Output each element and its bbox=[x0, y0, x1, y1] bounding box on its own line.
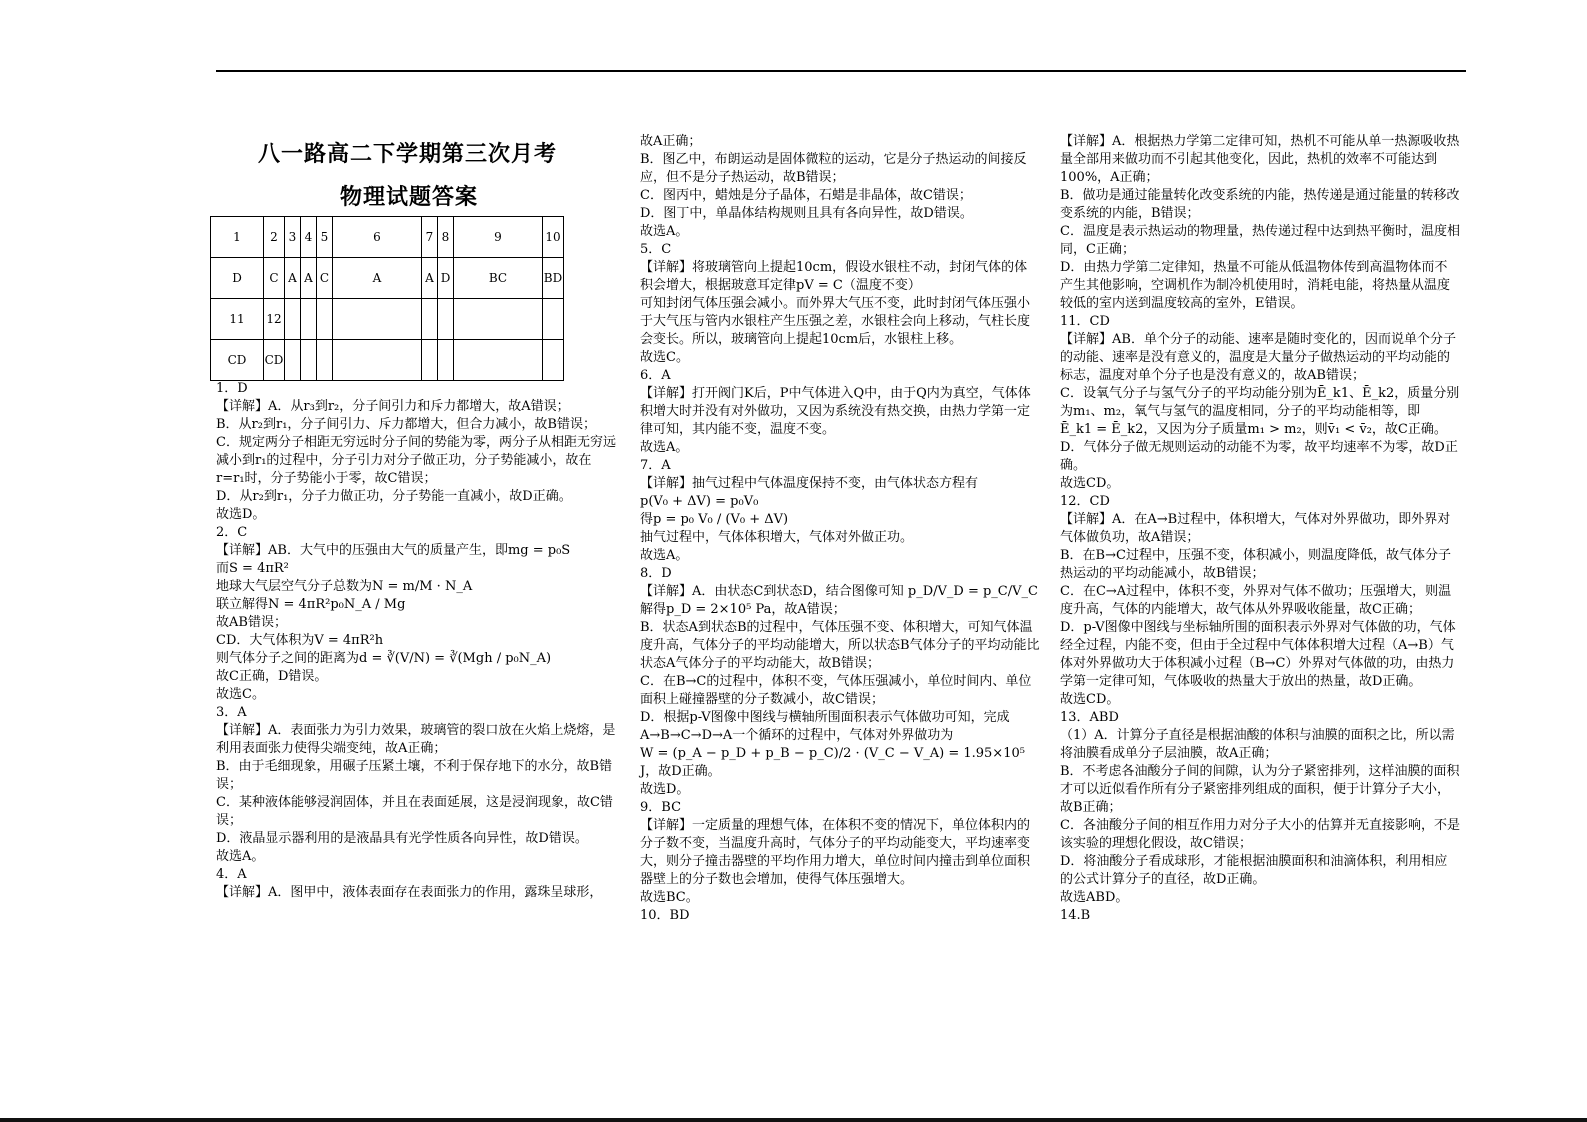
answer-paragraph: 8．D bbox=[640, 566, 672, 581]
answer-paragraph: 10．BD bbox=[640, 908, 690, 923]
answer-paragraph: 故C正确，D错误。 bbox=[216, 669, 328, 684]
answer-paragraph: 【详解】打开阀门K后，P中气体进入Q中，由于Q内为真空，气体体积增大时并没有对外做功，又因为系统没有热交换，由热力学第一定律可知，其内能不变，温度不变。 bbox=[640, 386, 1031, 437]
answer-paragraph: C．在C→A过程中，体积不变，外界对气体不做功；压强增大，则温度升高，气体的内能增大，故气体从外界吸收能量，故C正确； bbox=[1060, 584, 1452, 617]
answer-paragraph: 故A正确； bbox=[640, 134, 702, 149]
table-cell: D bbox=[438, 258, 454, 299]
footer-rule bbox=[0, 1118, 1587, 1122]
answer-paragraph: 故选ABD。 bbox=[1060, 890, 1129, 905]
table-cell: 12 bbox=[264, 299, 285, 340]
answer-paragraph: 故选CD。 bbox=[1060, 692, 1120, 707]
table-cell bbox=[438, 340, 454, 381]
table-cell bbox=[285, 340, 301, 381]
answer-paragraph: 联立解得N = 4πR²p₀N_A / Mg bbox=[216, 597, 406, 612]
answer-paragraph: C．图丙中，蜡烛是分子晶体，石蜡是非晶体，故C错误； bbox=[640, 188, 972, 203]
table-cell bbox=[317, 299, 333, 340]
answer-paragraph: 12．CD bbox=[1060, 494, 1110, 509]
answer-paragraph: 【详解】A．表面张力为引力效果，玻璃管的裂口放在火焰上烧熔，是利用表面张力使得尖端变纯，故A正确； bbox=[216, 723, 616, 756]
answer-paragraph: 可知封闭气体压强会减小。而外界大气压不变，此时封闭气体压强小于大气压与管内水银柱产生压强之差，水银柱会向上移动，气柱长度会变长。所以，玻璃管向上提起10cm后，水银柱上移。 bbox=[640, 296, 1031, 347]
table-cell bbox=[543, 299, 564, 340]
answer-paragraph: 2．C bbox=[216, 525, 248, 540]
answer-paragraph: 【详解】抽气过程中气体温度保持不变，由气体状态方程有 bbox=[640, 476, 979, 491]
table-cell bbox=[438, 299, 454, 340]
answer-paragraph: D．由热力学第二定律知，热量不可能从低温物体传到高温物体而不产生其他影响，空调机作为制冷机使用时，消耗电能，将热量从温度较低的室内送到温度较高的室外，E错误。 bbox=[1060, 260, 1451, 311]
answer-paragraph: 抽气过程中，气体体积增大，气体对外做正功。 bbox=[640, 530, 914, 545]
answer-paragraph: 3．A bbox=[216, 705, 247, 720]
table-cell: CD bbox=[211, 340, 264, 381]
answer-paragraph: B．状态A到状态B的过程中，气体压强不变、体积增大，可知气体温度升高，气体分子的平均动能增大，所以状态B气体分子的平均动能比状态A气体分子的平均动能大，故B错误； bbox=[640, 620, 1040, 671]
table-cell: 9 bbox=[454, 217, 543, 258]
table-cell: 1 bbox=[211, 217, 264, 258]
table-cell bbox=[301, 299, 317, 340]
answer-paragraph: 【详解】AB．大气中的压强由大气的质量产生，即mg = p₀S bbox=[216, 543, 571, 558]
table-cell bbox=[317, 340, 333, 381]
answer-paragraph: 故选CD。 bbox=[1060, 476, 1120, 491]
answer-paragraph: 解得p_D = 2×10⁵ Pa，故A错误； bbox=[640, 602, 846, 617]
answer-paragraph: D．将油酸分子看成球形，才能根据油膜面积和油滴体积，利用相应的公式计算分子的直径，故D正确。 bbox=[1060, 854, 1448, 887]
answer-paragraph: （1）A．计算分子直径是根据油酸的体积与油膜的面积之比，所以需将油膜看成单分子层油膜，故A正确； bbox=[1060, 728, 1455, 761]
table-cell: 11 bbox=[211, 299, 264, 340]
answer-paragraph: 故AB错误； bbox=[216, 615, 287, 630]
answer-column-3 bbox=[1060, 133, 1460, 925]
answer-paragraph: 【详解】A．图甲中，液体表面存在表面张力的作用，露珠呈球形， bbox=[216, 885, 603, 900]
table-cell: A bbox=[422, 258, 438, 299]
answer-table bbox=[210, 216, 564, 381]
answer-paragraph: D．根据p-V图像中图线与横轴所围面积表示气体做功可知，完成A→B→C→D→A一个循环的过程中，气体对外界做功为 bbox=[640, 710, 1010, 743]
table-cell: CD bbox=[264, 340, 285, 381]
table-cell: 4 bbox=[301, 217, 317, 258]
table-cell bbox=[285, 299, 301, 340]
answer-paragraph: 地球大气层空气分子总数为N = m/M · N_A bbox=[216, 579, 473, 594]
table-cell: A bbox=[285, 258, 301, 299]
answer-paragraph: B．在B→C过程中，压强不变，体积减小，则温度降低，故气体分子热运动的平均动能减小，故B错误； bbox=[1060, 548, 1451, 581]
table-cell bbox=[454, 340, 543, 381]
answer-paragraph: 而S = 4πR² bbox=[216, 561, 289, 576]
answer-paragraph: D．图丁中，单晶体结构规则且具有各向异性，故D错误。 bbox=[640, 206, 973, 221]
answer-paragraph: 故选A。 bbox=[216, 849, 265, 864]
page-title: 八一路高二下学期第三次月考 bbox=[258, 141, 558, 167]
answer-paragraph: C．各油酸分子间的相互作用力对分子大小的估算并无直接影响，不是该实验的理想化假设，故C错误； bbox=[1060, 818, 1460, 851]
answer-paragraph: 6．A bbox=[640, 368, 671, 383]
answer-paragraph: C．某种液体能够浸润固体，并且在表面延展，这是浸润现象，故C错误； bbox=[216, 795, 613, 828]
answer-paragraph: 故选C。 bbox=[216, 687, 265, 702]
answer-paragraph: 14.B bbox=[1060, 908, 1091, 923]
page-subtitle: 物理试题答案 bbox=[340, 184, 479, 210]
answer-paragraph: C．在B→C的过程中，体积不变，气体压强减小，单位时间内、单位面积上碰撞器壁的分子数减小，故C错误； bbox=[640, 674, 1032, 707]
answer-paragraph: 则气体分子之间的距离为d = ∛(V/N) = ∛(Mgh / p₀N_A) bbox=[216, 651, 552, 666]
answer-paragraph: 9．BC bbox=[640, 800, 682, 815]
answer-paragraph: 4．A bbox=[216, 867, 247, 882]
answer-paragraph: C．规定两分子相距无穷远时分子间的势能为零，两分子从相距无穷远减小到r₁的过程中，分子引力对分子做正功，分子势能减小，故在r=r₁时，分子势能小于零，故C错误； bbox=[216, 435, 616, 486]
answer-paragraph: D．液晶显示器利用的是液晶具有光学性质各向异性，故D错误。 bbox=[216, 831, 588, 846]
answer-paragraph: 得p = p₀ V₀ / (V₀ + ΔV) bbox=[640, 512, 789, 527]
answer-paragraph: 11．CD bbox=[1060, 314, 1110, 329]
answer-paragraph: 【详解】AB．单个分子的动能、速率是随时变化的，因而说单个分子的动能、速率是没有意义的，温度是大量分子做热运动的平均动能的标志，温度对单个分子也是没有意义的，故AB错误； bbox=[1060, 332, 1456, 383]
table-cell: BD bbox=[543, 258, 564, 299]
answer-paragraph: B．图乙中，布朗运动是固体微粒的运动，它是分子热运动的间接反应，但不是分子热运动，故B错误； bbox=[640, 152, 1027, 185]
answer-paragraph: 故选BC。 bbox=[640, 890, 699, 905]
table-cell bbox=[333, 299, 422, 340]
answer-paragraph: 1．D bbox=[216, 381, 248, 396]
answer-paragraph: 故选C。 bbox=[640, 350, 689, 365]
answer-paragraph: C．设氧气分子与氢气分子的平均动能分别为Ē_k1、Ē_k2，质量分别为m₁、m₂，氧气与氢气的温度相同，分子的平均动能相等，即 bbox=[1060, 386, 1460, 419]
table-cell: A bbox=[333, 258, 422, 299]
table-cell: 3 bbox=[285, 217, 301, 258]
answer-paragraph: W = (p_A − p_D + p_B − p_C)/2 · (V_C − V_A) = 1.95×10⁵ J，故D正确。 bbox=[640, 746, 1030, 779]
answer-paragraph: D．气体分子做无规则运动的动能不为零，故平均速率不为零，故D正确。 bbox=[1060, 440, 1458, 473]
answer-paragraph: 7．A bbox=[640, 458, 671, 473]
answer-paragraph: 【详解】A．根据热力学第二定律可知，热机不可能从单一热源吸收热量全部用来做功而不引起其他变化，因此，热机的效率不可能达到100%，A正确； bbox=[1060, 134, 1460, 185]
answer-paragraph: D．p-V图像中图线与坐标轴所围的面积表示外界对气体做的功，气体经全过程，内能不变，但由于全过程中气体体积增大过程（A→B）气体对外界做功大于体积减小过程（B→C）外界对气体做的功，由热力学第一定律可知，气体吸收的热量大于放出的热量，故D正确。 bbox=[1060, 620, 1456, 689]
table-cell bbox=[333, 340, 422, 381]
answer-column-2 bbox=[640, 133, 1040, 925]
answer-paragraph: CD．大气体积为V = 4πR²h bbox=[216, 633, 384, 648]
table-cell: D bbox=[211, 258, 264, 299]
answer-paragraph: B．从r₂到r₁，分子间引力、斥力都增大，但合力减小，故B错误； bbox=[216, 417, 596, 432]
answer-paragraph: 13．ABD bbox=[1060, 710, 1119, 725]
answer-paragraph: 故选A。 bbox=[640, 548, 689, 563]
answer-column-1 bbox=[216, 380, 616, 902]
table-cell: C bbox=[264, 258, 285, 299]
answer-paragraph: C．温度是表示热运动的物理量，热传递过程中达到热平衡时，温度相同，C正确； bbox=[1060, 224, 1460, 257]
answer-paragraph: 故选A。 bbox=[640, 440, 689, 455]
answer-paragraph: 【详解】A．在A→B过程中，体积增大，气体对外界做功，即外界对气体做负功，故A错误； bbox=[1060, 512, 1451, 545]
answer-paragraph: 【详解】将玻璃管向上提起10cm，假设水银柱不动，封闭气体的体积会增大，根据玻意耳定律pV = C（温度不变） bbox=[640, 260, 1028, 293]
table-cell bbox=[301, 340, 317, 381]
table-cell: 6 bbox=[333, 217, 422, 258]
answer-paragraph: Ē_k1 = Ē_k2，又因为分子质量m₁ > m₂，则v̄₁ < v̄₂，故C正确。 bbox=[1060, 422, 1447, 437]
table-cell: 7 bbox=[422, 217, 438, 258]
answer-paragraph: B．做功是通过能量转化改变系统的内能，热传递是通过能量的转移改变系统的内能，B错误； bbox=[1060, 188, 1460, 221]
answer-paragraph: 【详解】A．从r₃到r₂，分子间引力和斥力都增大，故A错误； bbox=[216, 399, 570, 414]
header-rule bbox=[216, 70, 1466, 72]
table-cell: BC bbox=[454, 258, 543, 299]
table-cell bbox=[543, 340, 564, 381]
table-cell: 10 bbox=[543, 217, 564, 258]
table-cell bbox=[422, 340, 438, 381]
answer-paragraph: 故选A。 bbox=[640, 224, 689, 239]
table-cell: C bbox=[317, 258, 333, 299]
answer-paragraph: B．不考虑各油酸分子间的间隙，认为分子紧密排列，这样油膜的面积才可以近似看作所有分子紧密排列组成的面积，便于计算分子大小，故B正确； bbox=[1060, 764, 1460, 815]
answer-paragraph: D．从r₂到r₁，分子力做正功，分子势能一直减小，故D正确。 bbox=[216, 489, 572, 504]
answer-paragraph: 故选D。 bbox=[640, 782, 690, 797]
answer-paragraph: p(V₀ + ΔV) = p₀V₀ bbox=[640, 494, 759, 509]
table-cell bbox=[422, 299, 438, 340]
table-cell: 5 bbox=[317, 217, 333, 258]
table-cell: 2 bbox=[264, 217, 285, 258]
answer-paragraph: 故选D。 bbox=[216, 507, 266, 522]
answer-paragraph: 5．C bbox=[640, 242, 672, 257]
table-cell: A bbox=[301, 258, 317, 299]
table-cell: 8 bbox=[438, 217, 454, 258]
answer-paragraph: 【详解】一定质量的理想气体，在体积不变的情况下，单位体积内的分子数不变，当温度升高时，气体分子的平均动能变大，平均速率变大，则分子撞击器壁的平均作用力增大，单位时间内撞击到单位面积器壁上的分子数也会增加，使得气体压强增大。 bbox=[640, 818, 1031, 887]
answer-paragraph: B．由于毛细现象，用碾子压紧土壤，不利于保存地下的水分，故B错误； bbox=[216, 759, 613, 792]
answer-paragraph: 【详解】A．由状态C到状态D，结合图像可知 p_D/V_D = p_C/V_C bbox=[640, 584, 1038, 599]
table-cell bbox=[454, 299, 543, 340]
